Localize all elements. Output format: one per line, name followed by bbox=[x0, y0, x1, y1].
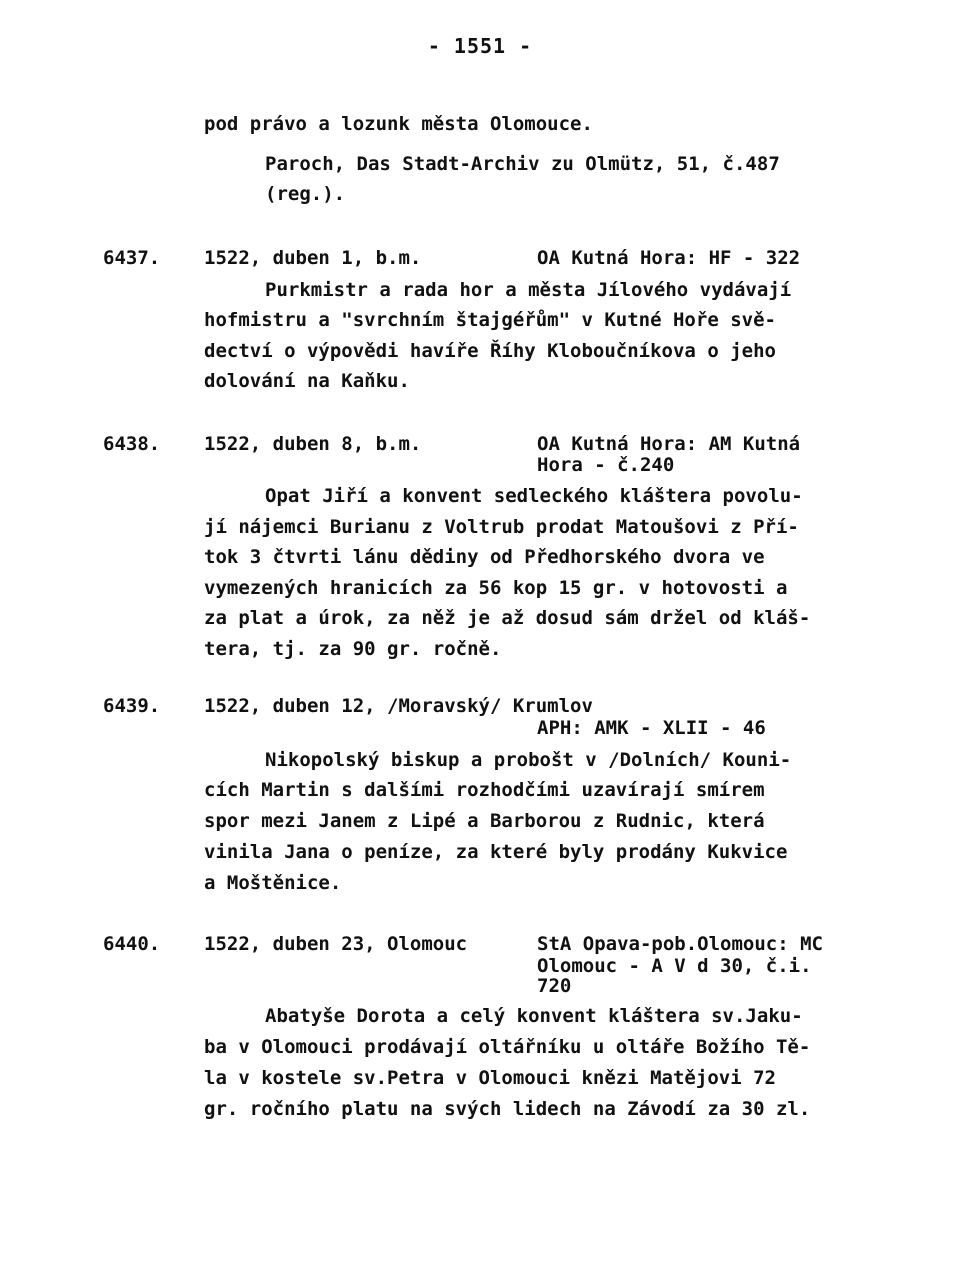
entry-number: 6437. bbox=[103, 247, 161, 269]
entry-date: 1522, duben 23, Olomouc bbox=[204, 933, 468, 955]
entry-body-line: la v kostele sv.Petra v Olomouci knězi Matějovi 72 bbox=[204, 1067, 776, 1089]
entry-body-line: vinila Jana o peníze, za které byly prodány Kukvice bbox=[204, 841, 788, 863]
entry-body-line: za plat a úrok, za něž je až dosud sám držel od kláš- bbox=[204, 607, 811, 629]
entry-archive: OA Kutná Hora: HF - 322 bbox=[537, 247, 801, 269]
entry-body-line: dectví o výpovědi havíře Říhy Kloboučníkova o jeho bbox=[204, 340, 776, 362]
entry-archive: OA Kutná Hora: AM Kutná bbox=[537, 433, 801, 455]
entry-body-line: cích Martin s dalšími rozhodčími uzavírají smírem bbox=[204, 779, 765, 801]
entry-body-line: vymezených hranicích za 56 kop 15 gr. v hotovosti a bbox=[204, 577, 788, 599]
entry-body-line: Purkmistr a rada hor a města Jílového vydávají bbox=[265, 279, 792, 301]
entry-body-line: gr. ročního platu na svých lidech na Závodí za 30 zl. bbox=[204, 1098, 811, 1120]
entry-body-line: jí nájemci Burianu z Voltrub prodat Matoušovi z Pří- bbox=[204, 516, 799, 538]
entry-body-line: hofmistru a "svrchním štajgéřům" v Kutné Hoře svě- bbox=[204, 309, 776, 331]
entry-body-line: Abatyše Dorota a celý konvent kláštera sv.Jaku- bbox=[265, 1005, 803, 1027]
entry-archive: Olomouc - A V d 30, č.i. bbox=[537, 955, 812, 977]
intro-line: pod právo a lozunk města Olomouce. bbox=[204, 113, 593, 135]
entry-archive: 720 bbox=[537, 975, 572, 997]
page-number: - 1551 - bbox=[427, 34, 533, 58]
entry-body-line: ba v Olomouci prodávají oltářníku u oltáře Božího Tě- bbox=[204, 1036, 811, 1058]
entry-date: 1522, duben 12, /Moravský/ Krumlov bbox=[204, 695, 593, 717]
entry-date: 1522, duben 8, b.m. bbox=[204, 433, 422, 455]
entry-body-line: Nikopolský biskup a probošt v /Dolních/ Kouni- bbox=[265, 749, 792, 771]
intro-citation-line: Paroch, Das Stadt-Archiv zu Olmütz, 51, č.487 bbox=[265, 153, 780, 175]
entry-number: 6438. bbox=[103, 433, 161, 455]
entry-body-line: spor mezi Janem z Lipé a Barborou z Rudnic, která bbox=[204, 810, 765, 832]
entry-archive: StA Opava-pob.Olomouc: MC bbox=[537, 933, 823, 955]
intro-citation-line: (reg.). bbox=[265, 183, 346, 205]
entry-body-line: a Moštěnice. bbox=[204, 872, 342, 894]
entry-number: 6440. bbox=[103, 933, 161, 955]
entry-body-line: Opat Jiří a konvent sedleckého kláštera povolu- bbox=[265, 485, 803, 507]
entry-number: 6439. bbox=[103, 695, 161, 717]
entry-date: 1522, duben 1, b.m. bbox=[204, 247, 422, 269]
entry-body-line: dolování na Kaňku. bbox=[204, 370, 410, 392]
entry-archive: Hora - č.240 bbox=[537, 454, 675, 476]
entry-archive: APH: AMK - XLII - 46 bbox=[537, 717, 766, 739]
entry-body-line: tok 3 čtvrti lánu dědiny od Předhorského dvora ve bbox=[204, 546, 765, 568]
entry-body-line: tera, tj. za 90 gr. ročně. bbox=[204, 638, 502, 660]
